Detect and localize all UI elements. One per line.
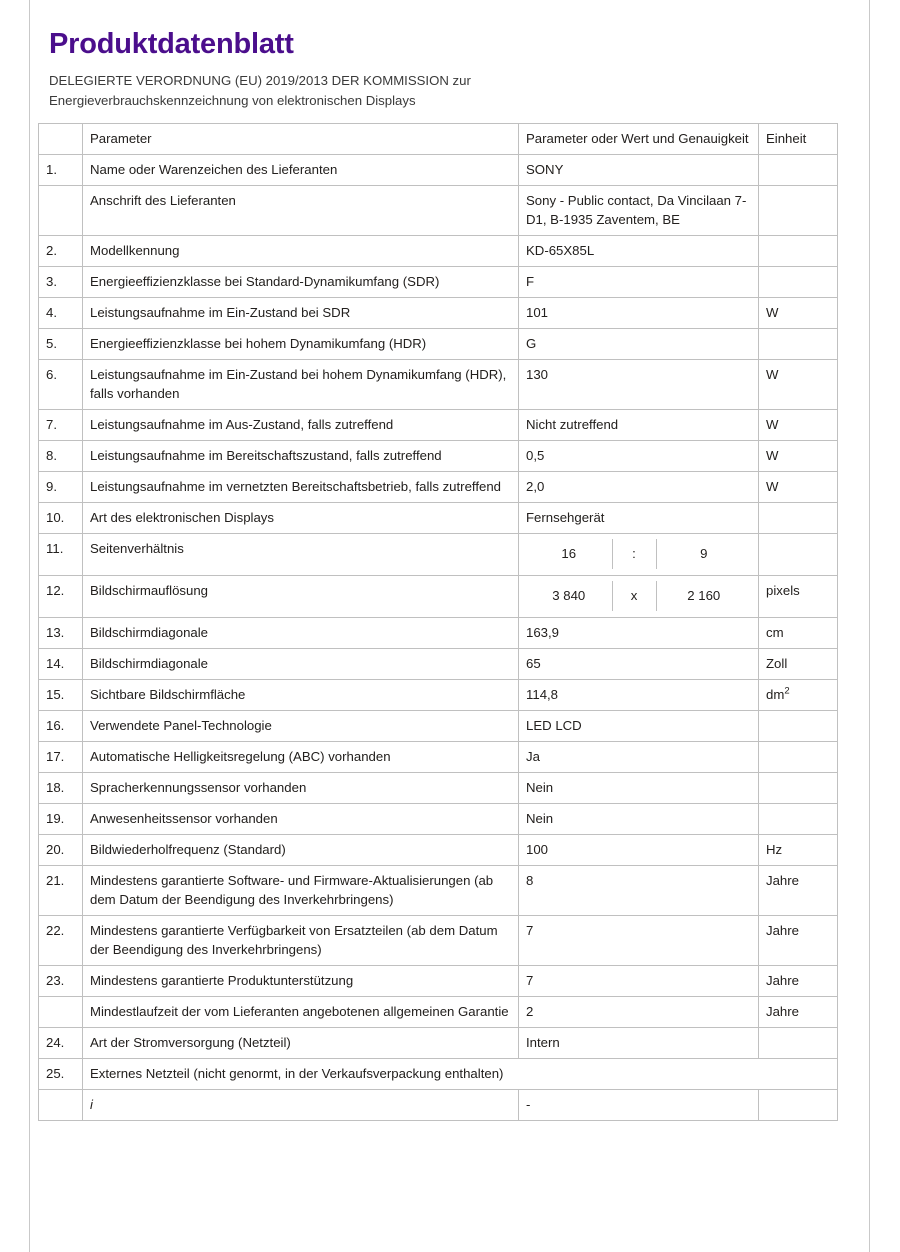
row-value-cell: 2,0 [519,472,759,503]
row-parameter-cell: Seitenverhältnis [83,534,519,576]
footer-marker-cell: i [83,1090,519,1121]
row-index-cell: 11. [39,534,83,576]
row-unit-cell [759,503,838,534]
row-index-cell: 6. [39,360,83,410]
row-parameter-cell: Leistungsaufnahme im vernetzten Bereitschaftsbetrieb, falls zutreffend [83,472,519,503]
row-value-part-a: 16 [526,539,612,569]
row-unit-cell: W [759,360,838,410]
row-value-cell: LED LCD [519,711,759,742]
row-value-cell: 2 [519,997,759,1028]
row-unit-cell: Jahre [759,916,838,966]
row-unit-cell [759,711,838,742]
table-row [39,773,838,804]
header-value-cell: Parameter oder Wert und Genauigkeit [519,124,759,155]
row-parameter-cell: Spracherkennungssensor vorhanden [83,773,519,804]
row-value-cell: 114,8 [519,680,759,711]
row-index-cell: 3. [39,267,83,298]
row-index-cell: 9. [39,472,83,503]
document-content [38,0,837,1121]
row-value-cell: Nein [519,804,759,835]
row-parameter-cell: Mindestlaufzeit der vom Lieferanten angebotenen allgemeinen Garantie [83,997,519,1028]
row-unit-cell [759,773,838,804]
table-row [39,866,838,916]
row-value-cell: 8 [519,866,759,916]
row-unit-cell: pixels [759,576,838,618]
row-parameter-cell: Verwendete Panel-Technologie [83,711,519,742]
row-index-cell [39,186,83,236]
table-row [39,441,838,472]
row-index-cell: 10. [39,503,83,534]
subtitle-line-2: Energieverbrauchskennzeichnung von elektronischen Displays [49,92,416,108]
table-row [39,916,838,966]
row-unit-cell: W [759,441,838,472]
row-parameter-cell: Sichtbare Bildschirmfläche [83,680,519,711]
footer-unit-cell [759,1090,838,1121]
row-value-cell: 100 [519,835,759,866]
row-index-cell: 4. [39,298,83,329]
row-unit-cell: Hz [759,835,838,866]
row-parameter-cell: Mindestens garantierte Software- und Firmware-Aktualisierungen (ab dem Datum der Beendigung des Inverkehrbringens) [83,866,519,916]
subtitle-line-1: DELEGIERTE VERORDNUNG (EU) 2019/2013 DER KOMMISSION zur [49,73,471,89]
table-row [39,360,838,410]
page-left-rule [29,0,30,1252]
table-row [39,236,838,267]
table-row [39,155,838,186]
row-value-cell: 0,5 [519,441,759,472]
table-row-span [39,1059,838,1090]
row-index-cell: 16. [39,711,83,742]
table-row [39,410,838,441]
row-value-cell: 163,9 [519,618,759,649]
product-datasheet-table [38,123,838,1121]
row-index-cell: 5. [39,329,83,360]
header-index-cell [39,124,83,155]
row-index-cell: 2. [39,236,83,267]
row-index-cell: 17. [39,742,83,773]
row-value-cell: Ja [519,742,759,773]
row-index-cell: 18. [39,773,83,804]
table-row [39,534,838,576]
table-row [39,835,838,866]
row-index-cell: 1. [39,155,83,186]
row-value-cell: 7 [519,916,759,966]
row-value-cell: Nicht zutreffend [519,410,759,441]
row-parameter-cell: Name oder Warenzeichen des Lieferanten [83,155,519,186]
footer-index-cell [39,1090,83,1121]
row-unit-cell [759,1028,838,1059]
row-parameter-cell: Leistungsaufnahme im Ein-Zustand bei hohem Dynamikumfang (HDR), falls vorhanden [83,360,519,410]
row-value-cell: Sony - Public contact, Da Vincilaan 7-D1, B-1935 Zaventem, BE [519,186,759,236]
row-value-cell: 7 [519,966,759,997]
row-index-cell: 8. [39,441,83,472]
table-footer-row [39,1090,838,1121]
row-value-part-a: 3 840 [526,581,612,611]
header-unit-cell: Einheit [759,124,838,155]
row-value-separator: : [612,539,656,569]
row-parameter-cell: Mindestens garantierte Verfügbarkeit von Ersatzteilen (ab dem Datum der Beendigung des Inverkehrbringens) [83,916,519,966]
table-row [39,711,838,742]
row-unit-cell [759,186,838,236]
table-row [39,503,838,534]
row-value-split-cell [519,576,759,618]
row-parameter-cell: Bildschirmdiagonale [83,618,519,649]
row-index-cell: 23. [39,966,83,997]
row-index-cell: 22. [39,916,83,966]
row-value-cell: G [519,329,759,360]
row-unit-cell: $dm^2$ [759,680,838,711]
row-index-cell: 7. [39,410,83,441]
row-index-cell: 24. [39,1028,83,1059]
row-value-cell: F [519,267,759,298]
row-parameter-cell: Art der Stromversorgung (Netzteil) [83,1028,519,1059]
table-row [39,618,838,649]
row-parameter-cell: Anwesenheitssensor vorhanden [83,804,519,835]
table-row [39,267,838,298]
row-parameter-cell: Bildwiederholfrequenz (Standard) [83,835,519,866]
document-subtitle [49,71,837,110]
row-index-cell: 14. [39,649,83,680]
row-unit-cell: Zoll [759,649,838,680]
row-unit-cell: Jahre [759,866,838,916]
table-header-row [39,124,838,155]
row-parameter-cell: Anschrift des Lieferanten [83,186,519,236]
table-row [39,186,838,236]
row-value-part-b: 2 160 [656,581,751,611]
page-right-rule [869,0,870,1252]
row-value-part-b: 9 [656,539,751,569]
row-parameter-cell: Bildschirmdiagonale [83,649,519,680]
row-value-split-cell [519,534,759,576]
row-parameter-cell: Leistungsaufnahme im Ein-Zustand bei SDR [83,298,519,329]
row-unit-cell [759,534,838,576]
table-row [39,472,838,503]
row-parameter-cell: Modellkennung [83,236,519,267]
row-parameter-cell: Energieeffizienzklasse bei hohem Dynamikumfang (HDR) [83,329,519,360]
row-index-cell: 21. [39,866,83,916]
row-parameter-cell: Leistungsaufnahme im Aus-Zustand, falls zutreffend [83,410,519,441]
row-unit-cell: Jahre [759,997,838,1028]
row-parameter-cell: Energieeffizienzklasse bei Standard-Dynamikumfang (SDR) [83,267,519,298]
row-value-cell: SONY [519,155,759,186]
row-value-cell: 101 [519,298,759,329]
row-unit-cell [759,742,838,773]
row-value-cell: Intern [519,1028,759,1059]
page-title: Produktdatenblatt [49,28,294,60]
table-row [39,1028,838,1059]
row-unit-cell: Jahre [759,966,838,997]
row-parameter-cell: Art des elektronischen Displays [83,503,519,534]
row-index-cell: 20. [39,835,83,866]
footer-value-cell: - [519,1090,759,1121]
table-row [39,649,838,680]
row-value-separator: x [612,581,656,611]
row-unit-cell [759,236,838,267]
row-unit-cell: W [759,298,838,329]
row-unit-cell [759,155,838,186]
table-row [39,966,838,997]
row-index-cell [39,997,83,1028]
table-row [39,742,838,773]
row-parameter-cell: Mindestens garantierte Produktunterstützung [83,966,519,997]
table-row [39,804,838,835]
row-unit-cell: cm [759,618,838,649]
row-index-cell: 25. [39,1059,83,1090]
row-value-cell: Fernsehgerät [519,503,759,534]
row-span-text-cell: Externes Netzteil (nicht genormt, in der Verkaufsverpackung enthalten) [83,1059,838,1090]
table-row [39,576,838,618]
table-body [39,124,838,1121]
table-row [39,298,838,329]
table-row [39,997,838,1028]
row-value-cell: KD-65X85L [519,236,759,267]
row-value-cell: 130 [519,360,759,410]
table-row [39,329,838,360]
table-row [39,680,838,711]
row-parameter-cell: Leistungsaufnahme im Bereitschaftszustand, falls zutreffend [83,441,519,472]
row-index-cell: 19. [39,804,83,835]
row-index-cell: 13. [39,618,83,649]
header-parameter-cell: Parameter [83,124,519,155]
row-value-cell: 65 [519,649,759,680]
row-value-cell: Nein [519,773,759,804]
row-index-cell: 12. [39,576,83,618]
row-unit-cell [759,329,838,360]
row-index-cell: 15. [39,680,83,711]
row-unit-cell [759,267,838,298]
row-unit-cell: W [759,410,838,441]
row-unit-cell [759,804,838,835]
row-unit-cell: W [759,472,838,503]
row-parameter-cell: Automatische Helligkeitsregelung (ABC) vorhanden [83,742,519,773]
row-parameter-cell: Bildschirmauflösung [83,576,519,618]
